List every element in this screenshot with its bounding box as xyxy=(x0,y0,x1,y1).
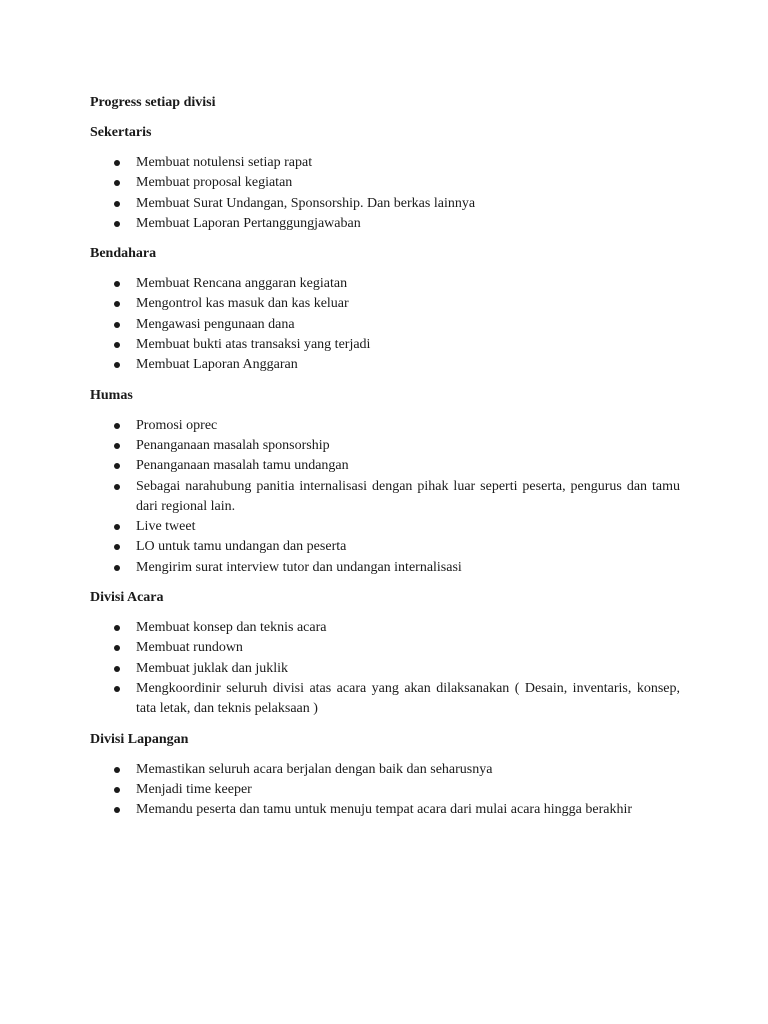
list-item xyxy=(90,335,680,355)
bullet-icon xyxy=(114,180,120,186)
section-heading: Humas xyxy=(90,387,133,403)
bullet-icon xyxy=(114,625,120,631)
list-item xyxy=(90,760,680,780)
bullet-icon xyxy=(114,645,120,651)
list-item xyxy=(90,800,680,820)
list-item xyxy=(90,618,680,638)
list-item-text: Membuat notulensi setiap rapat xyxy=(136,155,313,170)
list-item-text: LO untuk tamu undangan dan peserta xyxy=(136,539,347,555)
document-page xyxy=(90,93,680,830)
list-item-text: Penanganaan masalah tamu undangan xyxy=(136,458,349,474)
section-heading: Divisi Lapangan xyxy=(90,731,189,747)
document-title: Progress setiap divisi xyxy=(90,95,216,110)
list-item xyxy=(90,214,680,234)
list-item xyxy=(90,355,680,375)
section-humas xyxy=(90,386,680,578)
bullet-icon xyxy=(114,807,120,813)
bullet-icon xyxy=(114,463,120,469)
bullet-icon xyxy=(114,160,120,166)
bullet-icon xyxy=(114,767,120,773)
bullet-icon xyxy=(114,362,120,368)
bullet-icon xyxy=(114,787,120,793)
list-item-text: Membuat rundown xyxy=(136,640,243,656)
list-item-text: Membuat juklak dan juklik xyxy=(136,660,289,676)
list-item xyxy=(90,153,680,173)
bullet-icon xyxy=(114,443,120,449)
list-item xyxy=(90,436,680,456)
bullet-icon xyxy=(114,342,120,348)
list-item-text: Promosi oprec xyxy=(136,417,218,433)
list-item xyxy=(90,477,680,518)
bullet-icon xyxy=(114,565,120,571)
list-item-text: Live tweet xyxy=(136,519,196,535)
list-item xyxy=(90,638,680,658)
list-item-text: Membuat bukti atas transaksi yang terjadi xyxy=(136,337,371,353)
bullet-list xyxy=(90,274,680,375)
list-item xyxy=(90,416,680,436)
list-item xyxy=(90,537,680,557)
list-item xyxy=(90,558,680,578)
section-sekertaris xyxy=(90,123,680,234)
list-item-text: Mengontrol kas masuk dan kas keluar xyxy=(136,296,349,312)
list-item-text: Menjadi time keeper xyxy=(136,781,252,797)
list-item-text: Membuat Laporan Pertanggungjawaban xyxy=(136,215,361,231)
list-item xyxy=(90,315,680,335)
section-divisi-acara xyxy=(90,588,680,719)
bullet-icon xyxy=(114,666,120,672)
section-heading: Bendahara xyxy=(90,246,157,262)
bullet-icon xyxy=(114,281,120,287)
bullet-list xyxy=(90,760,680,821)
list-item-text: Membuat proposal kegiatan xyxy=(136,175,293,191)
list-item xyxy=(90,274,680,294)
list-item-text: Membuat Laporan Anggaran xyxy=(136,357,298,373)
list-item-text: Memastikan seluruh acara berjalan dengan baik dan seharusnya xyxy=(136,761,493,777)
list-item xyxy=(90,780,680,800)
list-item-text: Sebagai narahubung panitia internalisasi dengan pihak luar seperti peserta, pengurus dan tamu dari regional lain. xyxy=(136,478,680,514)
list-item-text: Mengkoordinir seluruh divisi atas acara yang akan dilaksanakan ( Desain, inventaris, konsep, tata letak, dan teknis pelaksaan ) xyxy=(136,680,680,717)
bullet-icon xyxy=(114,484,120,490)
bullet-icon xyxy=(114,322,120,328)
list-item-text: Mengirim surat interview tutor dan undangan internalisasi xyxy=(136,559,462,575)
list-item-text: Penanganaan masalah sponsorship xyxy=(136,437,330,453)
bullet-list xyxy=(90,618,680,719)
list-item xyxy=(90,456,680,476)
bullet-icon xyxy=(114,544,120,550)
list-item xyxy=(90,194,680,214)
list-item xyxy=(90,294,680,314)
section-heading: Sekertaris xyxy=(90,125,152,140)
section-divisi-lapangan xyxy=(90,730,680,821)
list-item-text: Membuat konsep dan teknis acara xyxy=(136,620,327,636)
bullet-list xyxy=(90,153,680,234)
list-item xyxy=(90,517,680,537)
list-item-text: Membuat Surat Undangan, Sponsorship. Dan berkas lainnya xyxy=(136,195,476,211)
list-item-text: Mengawasi pengunaan dana xyxy=(136,316,295,332)
section-heading: Divisi Acara xyxy=(90,590,164,606)
bullet-icon xyxy=(114,301,120,307)
section-bendahara xyxy=(90,244,680,375)
bullet-icon xyxy=(114,221,120,227)
list-item xyxy=(90,679,680,720)
bullet-icon xyxy=(114,201,120,207)
list-item-text: Membuat Rencana anggaran kegiatan xyxy=(136,276,348,292)
bullet-icon xyxy=(114,423,120,429)
list-item-text: Memandu peserta dan tamu untuk menuju tempat acara dari mulai acara hingga berakhir xyxy=(136,802,633,818)
bullet-list xyxy=(90,416,680,578)
bullet-icon xyxy=(114,686,120,692)
bullet-icon xyxy=(114,524,120,530)
list-item xyxy=(90,173,680,193)
list-item xyxy=(90,659,680,679)
